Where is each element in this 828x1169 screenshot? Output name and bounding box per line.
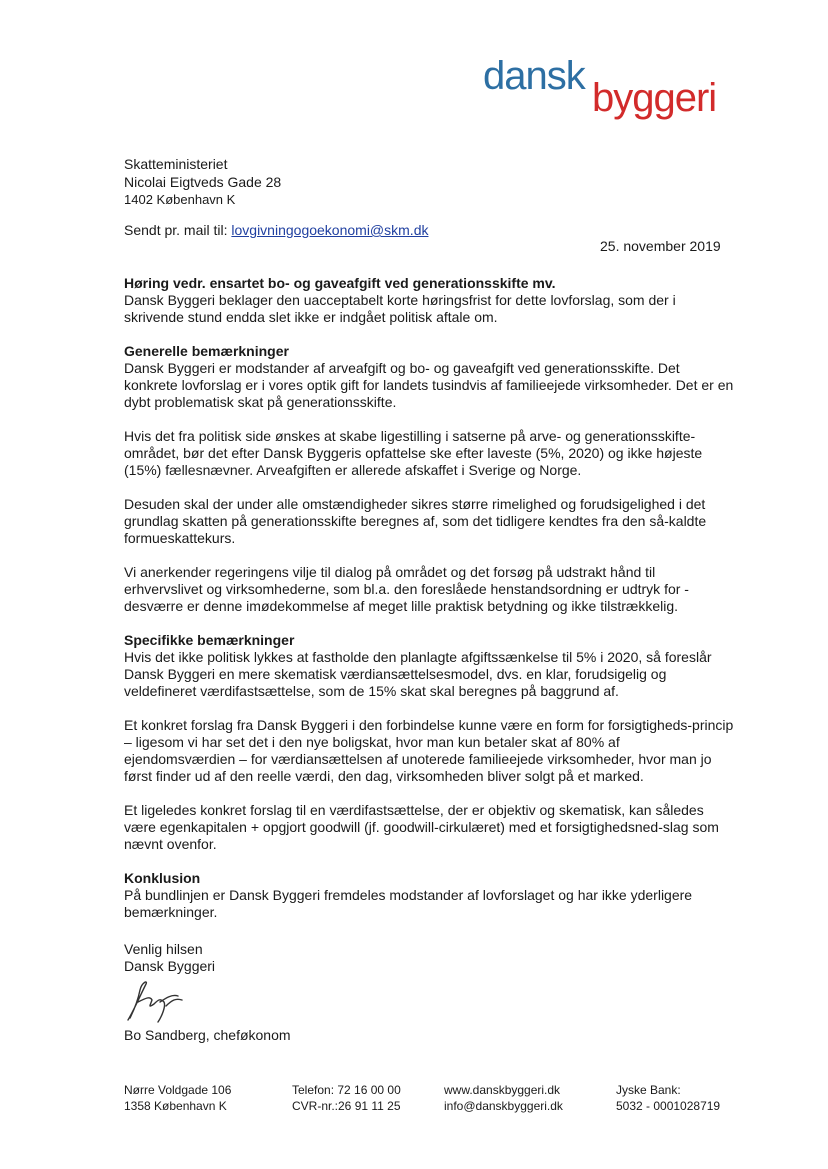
- letter-date: 25. november 2019: [600, 238, 721, 254]
- recipient-name: Skatteministeriet: [124, 156, 228, 172]
- general-paragraph-2: Hvis det fra politisk side ønskes at skabe ligestilling i satserne på arve- og generationsskifte-området, bør det efter Dansk Byggeris opfattelse ske efter laveste (5%, 2020) og ikke højeste (15%) fællesnævner. Arveafgiften er allerede afskaffet i Sverige og Norge.: [124, 428, 703, 478]
- recipient-email-link[interactable]: lovgivningogoekonomi@skm.dk: [231, 222, 429, 238]
- logo-text-dansk: dansk: [483, 54, 585, 98]
- specific-paragraph-2: Et konkret forslag fra Dansk Byggeri i den forbindelse kunne være en form for forsigtigheds-princip – ligesom vi har set det i den nye boligskat, hvor man kun betaler skat af 80% af ejendomsværdien – for værdiansættelsen af unoterede familieejede virksomheder, hvor man jo først finder ud af den reelle værdi, den dag, virksomheden bliver solgt på et marked.: [124, 717, 734, 784]
- signer-name: Bo Sandberg, cheføkonom: [124, 1027, 291, 1043]
- closing-company: Dansk Byggeri: [124, 958, 216, 974]
- footer-address-city: 1358 København K: [124, 1099, 227, 1113]
- footer-phone: Telefon: 72 16 00 00: [292, 1083, 401, 1097]
- footer-cvr: CVR-nr.:26 91 11 25: [292, 1099, 401, 1113]
- sent-line: [124, 222, 428, 238]
- recipient-street: Nicolai Eigtveds Gade 28: [124, 174, 282, 190]
- section-heading-conclusion: Konklusion: [124, 870, 201, 886]
- general-paragraph-4: Vi anerkender regeringens vilje til dialog på området og det forsøg på udstrakt hånd til erhvervslivet og virksomhederne, som bl.a. den foreslåede henstandsordning er udtryk for - desværre er denne imødekommelse af meget lille praktisk betydning og ikke tilstrækkelig.: [124, 564, 689, 614]
- footer-address: [124, 1082, 231, 1114]
- logo-text-byggeri: byggeri: [592, 76, 717, 120]
- specific-paragraph-1: Hvis det ikke politisk lykkes at fastholde den planlagte afgiftssænkelse til 5% i 2020, så foreslår Dansk Byggeri en mere skematisk værdiansættelsesmodel, dvs. en klar, forudsigelig og veldefineret værdifastsættelse, som de 15% skat skal beregnes på baggrund af.: [124, 649, 712, 699]
- specific-paragraph-3: Et ligeledes konkret forslag til en værdifastsættelse, der er objektiv og skematisk, kan således være egenkapitalen + opgjort goodwill (jf. goodwill-cirkulæret) med et forsigtighedsned-slag som nævnt ovenfor.: [124, 802, 719, 852]
- closing: [124, 941, 215, 975]
- footer-address-street: Nørre Voldgade 106: [124, 1083, 232, 1097]
- footer-website: www.danskbyggeri.dk: [444, 1083, 561, 1097]
- footer-email: info@danskbyggeri.dk: [444, 1099, 563, 1113]
- closing-greeting: Venlig hilsen: [124, 941, 203, 957]
- section-heading-specific: Specifikke bemærkninger: [124, 632, 295, 648]
- letter-subject: Høring vedr. ensartet bo- og gaveafgift ved generationsskifte mv.: [124, 275, 556, 291]
- company-logo: [0, 0, 828, 140]
- footer-bank-name: Jyske Bank:: [616, 1083, 681, 1097]
- footer-bank: [616, 1082, 720, 1114]
- footer-bank-account: 5032 - 0001028719: [616, 1099, 721, 1113]
- conclusion-paragraph: På bundlinjen er Dansk Byggeri fremdeles modstander af lovforslaget og har ikke yderligere bemærkninger.: [124, 887, 693, 920]
- footer-web: [444, 1082, 563, 1114]
- intro-paragraph: Dansk Byggeri beklager den uacceptabelt korte høringsfrist for dette lovforslag, som der i skrivende stund endda slet ikke er indgået politisk aftale om.: [124, 292, 676, 325]
- footer-contact: [292, 1082, 401, 1114]
- recipient-city: 1402 København K: [124, 192, 236, 207]
- recipient-address: [124, 155, 281, 209]
- general-paragraph-1: Dansk Byggeri er modstander af arveafgift og bo- og gaveafgift ved generationsskifte. Det konkrete lovforslag er i vores optik gift for landets tusindvis af familieejede virksomheder. Det er en dybt problematisk skat på generationsskifte.: [124, 360, 734, 410]
- sent-label: Sendt pr. mail til:: [124, 222, 232, 238]
- letter-body: [124, 275, 734, 938]
- handwritten-signature: [120, 976, 200, 1026]
- general-paragraph-3: Desuden skal der under alle omstændigheder sikres større rimelighed og forudsigelighed i det grundlag skatten på generationsskifte beregnes af, som det tidligere kendtes fra den så-kaldte formueskattekurs.: [124, 496, 707, 546]
- section-heading-general: Generelle bemærkninger: [124, 343, 289, 359]
